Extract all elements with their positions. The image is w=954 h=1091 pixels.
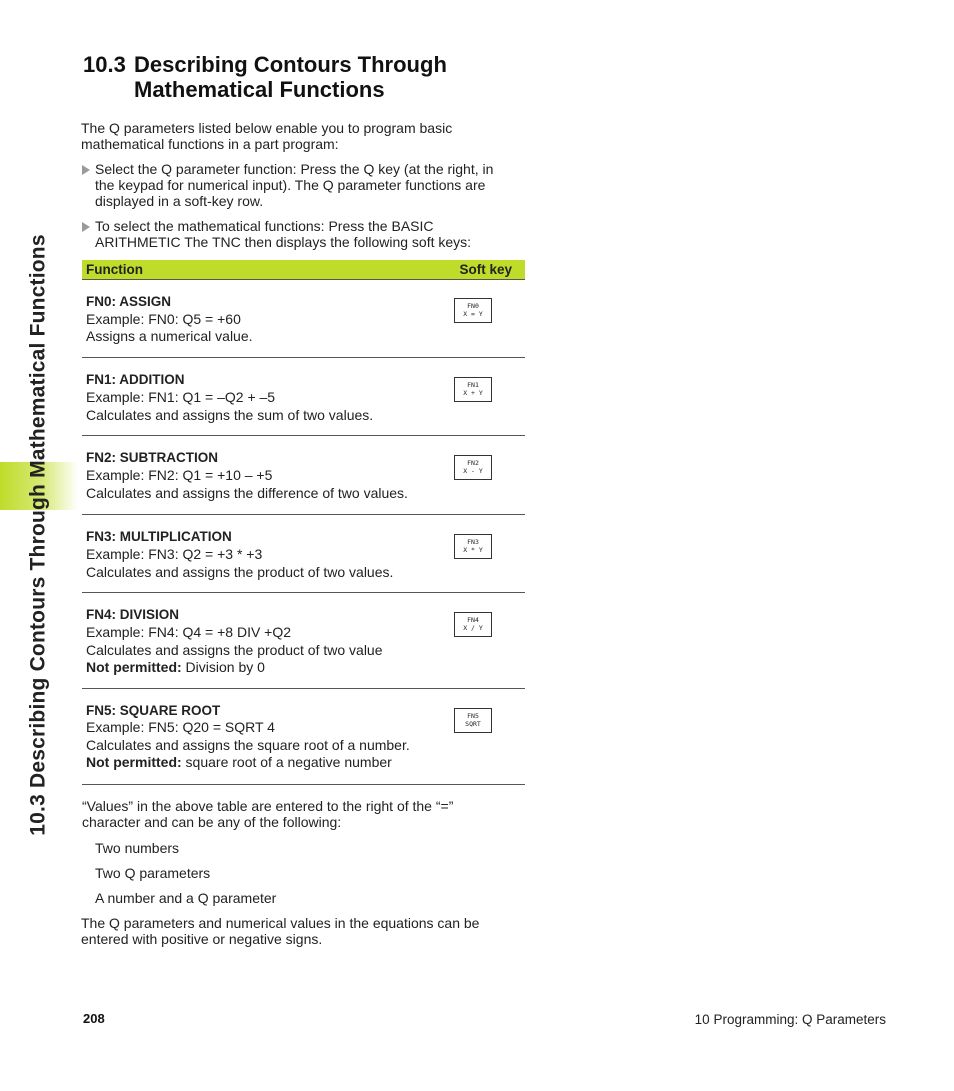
chapter-footer: 10 Programming: Q Parameters: [694, 1012, 886, 1027]
section-number: 10.3: [83, 52, 126, 77]
function-example: Example: FN4: Q4 = +8 DIV +Q2: [86, 624, 292, 640]
table-row: [82, 515, 525, 593]
function-example: Example: FN1: Q1 = –Q2 + –5: [86, 389, 276, 405]
function-example: Example: FN5: Q20 = SQRT 4: [86, 719, 275, 735]
function-example: Example: FN3: Q2 = +3 * +3: [86, 546, 263, 562]
intro-paragraph: [81, 120, 452, 152]
title-line-2: Mathematical Functions: [134, 77, 385, 102]
list-item: A number and a Q parameter: [95, 890, 277, 906]
bullet-step-2: [95, 218, 471, 250]
softkey-label-bottom: SQRT: [465, 720, 481, 728]
function-name: FN0: ASSIGN: [86, 294, 172, 309]
softkey-fn3[interactable]: [454, 534, 492, 559]
softkey-label-top: FN1: [467, 381, 479, 389]
page-title: [83, 52, 447, 102]
softkey-label-top: FN0: [467, 302, 479, 310]
function-example: Example: FN0: Q5 = +60: [86, 311, 241, 327]
closing-paragraph: [81, 915, 479, 947]
softkey-fn2[interactable]: [454, 455, 492, 480]
restriction-label: Not permitted:: [86, 659, 182, 675]
function-description: Calculates and assigns the sum of two values.: [86, 407, 374, 423]
bullet-step-1: [95, 161, 493, 209]
function-restriction: [86, 754, 392, 771]
softkey-fn0[interactable]: [454, 298, 492, 323]
function-description: Calculates and assigns the difference of two values.: [86, 485, 408, 501]
softkey-fn5[interactable]: [454, 708, 492, 733]
arrow-right-icon: [82, 165, 90, 175]
bullet-2-line-1: To select the mathematical functions: Press the BASIC: [95, 218, 434, 234]
intro-line-2: mathematical functions in a part program:: [81, 136, 339, 152]
function-description: Assigns a numerical value.: [86, 328, 253, 344]
softkey-label-bottom: X * Y: [463, 546, 483, 554]
function-example: Example: FN2: Q1 = +10 – +5: [86, 467, 273, 483]
table-header: [82, 260, 525, 280]
function-description: Calculates and assigns the square root of a number.: [86, 737, 410, 753]
function-name: FN2: SUBTRACTION: [86, 450, 218, 465]
restriction-text: Division by 0: [181, 659, 265, 675]
bullet-2-line-2: ARITHMETIC The TNC then displays the following soft keys:: [95, 234, 472, 250]
table-row: [82, 436, 525, 515]
function-name: FN3: MULTIPLICATION: [86, 529, 232, 544]
side-title-text: 10.3 Describing Contours Through Mathematical Functions: [27, 233, 50, 836]
list-item: Two numbers: [95, 840, 180, 856]
softkey-label-top: FN4: [467, 616, 479, 624]
bullet-1-line-1: Select the Q parameter function: Press the Q key (at the right, in: [95, 161, 494, 177]
softkey-label-top: FN5: [467, 712, 479, 720]
list-item: Two Q parameters: [95, 865, 211, 881]
table-row: [82, 689, 525, 785]
softkey-label-bottom: X - Y: [463, 467, 483, 475]
table-row: [82, 593, 525, 689]
softkey-fn1[interactable]: [454, 377, 492, 402]
softkey-label-bottom: X = Y: [463, 310, 483, 318]
values-paragraph: [82, 798, 453, 830]
function-description: Calculates and assigns the product of two values.: [86, 564, 394, 580]
softkey-fn4[interactable]: [454, 612, 492, 637]
softkey-label-bottom: X / Y: [463, 624, 483, 632]
function-table: [82, 260, 525, 785]
side-title: [0, 0, 78, 1091]
col-softkey-header: Soft key: [459, 262, 512, 277]
col-function-header: Function: [86, 262, 143, 277]
bullet-1-line-2: the keypad for numerical input). The Q parameter functions are: [95, 177, 486, 193]
function-name: FN4: DIVISION: [86, 607, 180, 622]
softkey-label-top: FN2: [467, 459, 479, 467]
arrow-right-icon: [82, 222, 90, 232]
intro-line-1: The Q parameters listed below enable you to program basic: [81, 120, 453, 136]
softkey-label-top: FN3: [467, 538, 479, 546]
closing-line-1: The Q parameters and numerical values in the equations can be: [81, 915, 480, 931]
values-line-2: character and can be any of the following:: [82, 814, 342, 830]
bullet-1-line-3: displayed in a soft-key row.: [95, 193, 264, 209]
table-row: [82, 358, 525, 436]
softkey-label-bottom: X + Y: [463, 389, 483, 397]
table-row: [82, 280, 525, 358]
restriction-text: square root of a negative number: [181, 754, 392, 770]
page-number: 208: [83, 1011, 105, 1026]
function-name: FN5: SQUARE ROOT: [86, 703, 221, 718]
function-restriction: [86, 659, 265, 676]
restriction-label: Not permitted:: [86, 754, 182, 770]
values-line-1: “Values” in the above table are entered to the right of the “=”: [82, 798, 454, 814]
closing-line-2: entered with positive or negative signs.: [81, 931, 323, 947]
function-name: FN1: ADDITION: [86, 372, 185, 387]
function-description: Calculates and assigns the product of two value: [86, 642, 383, 658]
title-line-1: Describing Contours Through: [134, 52, 447, 77]
